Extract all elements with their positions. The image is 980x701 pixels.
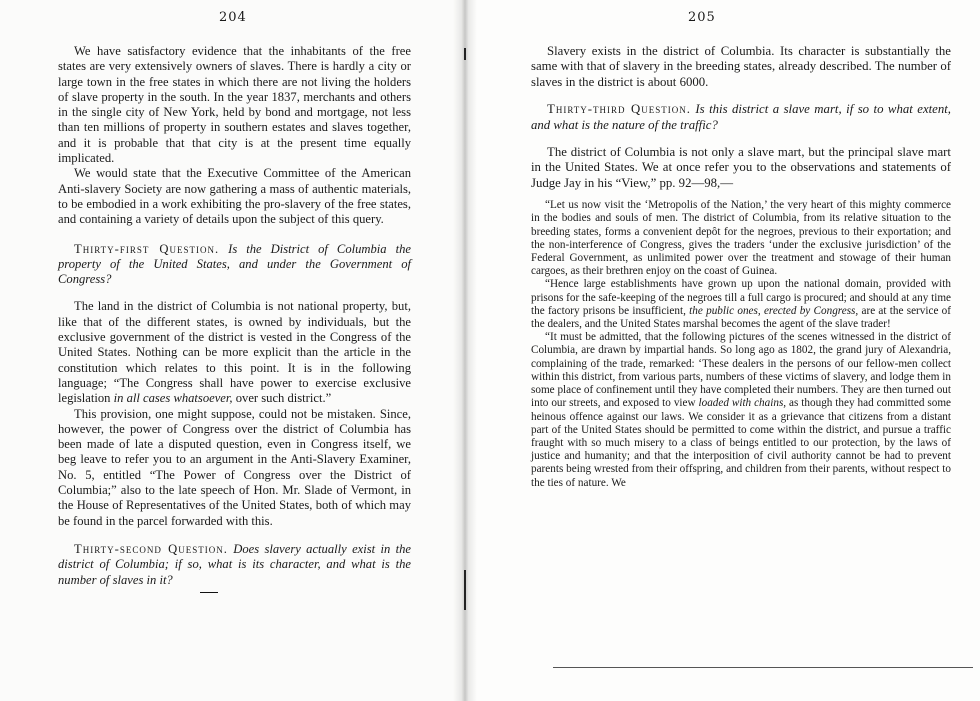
question-32 <box>58 542 411 588</box>
quote-paragraph: “It must be admitted, that the following pictures of the scenes witnessed in the district of Columbia, are drawn by impartial hands. So long ago as 1802, the grand jury of Alexandria, complaining of the trade, remarked: ‘These dealers in the persons of our fellow-men collect within this district, from various parts, numbers of these victims of slavery, and lodge them in some place of confinement until they have completed their numbers. They are then turned out into our streets, and exposed to view loaded with chains, as though they had committed some heinous offence against our laws. We consider it as a grievance that citizens from a distant part of the United States should be permitted to come within the district, and pursue a traffic fraught with so much misery to a class of beings entitled to our protection, by the laws of justice and humanity; and that the interposition of civil authority cannot be had to prevent parents being wrested from their offspring, and children from their parents, without respect to the ties of nature. We <box>531 331 951 489</box>
gutter-mark <box>464 570 466 610</box>
paragraph: The land in the district of Columbia is not national property, but, like that of the different states, is owned by individuals, but the exclusive government of the district is vested in the Congress of the United States. Nothing can be more explicit than the article in the constitution which relates to this point. It is in the following language; “The Congress shall have power to exercise exclusive legislation in all cases whatsoever, over such district.” <box>58 299 411 406</box>
paragraph: The district of Columbia is not only a slave mart, but the principal slave mart in the United States. We at once refer you to the observations and statements of Judge Jay in his “View,” pp. 92—98,— <box>531 145 951 190</box>
question-text: Does slavery actually exist in the district of Columbia; if so, what is its character, and what is the number of slaves in it? <box>58 541 411 587</box>
question-label: Thirty-second Question. <box>74 541 228 556</box>
question-33: Thirty-third Question. Is this district a slave mart, if so to what extent, and what is the nature of the traffic? <box>531 102 952 132</box>
paragraph: Slavery exists in the district of Columbia. Its character is substantially the same with that of slavery in the breeding states, already described. The number of slaves in the district is about 6000. <box>531 44 951 89</box>
page-bottom-rule <box>553 667 973 668</box>
question-label: Thirty-first Question. <box>74 241 220 256</box>
question-31 <box>58 242 411 288</box>
paragraph: We have satisfactory evidence that the inhabitants of the free states are very extensively owners of slaves. There is hardly a city or large town in the free states in which there are not living the holders of slave property in the south. In the year 1837, merchants and others in the single city of New York, held by bond and mortgage, not less than ten millions of property in southern estates and slaves together, and it is probable that that city is at the present time equally implicated. <box>58 44 411 166</box>
paragraph: We would state that the Executive Committee of the American Anti-slavery Society are now gathering a mass of authentic materials, to be embodied in a work exhibiting the pro-slavery of the free states, and containing a variety of details upon the subject of this query. <box>58 166 411 227</box>
page-number-left: 204 <box>219 10 247 25</box>
left-page <box>0 0 463 701</box>
question-text: Is the District of Columbia the property of the United States, and under the Government of Congress? <box>58 241 411 287</box>
quotation-block <box>531 199 951 489</box>
quote-paragraph: “Hence large establishments have grown up upon the national domain, provided with prisons for the safe-keeping of the negroes till a full cargo is procured; and should at any time the factory prisons be insufficient, the public ones, erected by Congress, are at the service of the dealers, and the United States marshal becomes the agent of the slave trader! <box>531 278 952 331</box>
page-number-right: 205 <box>688 10 716 25</box>
pen-mark <box>200 592 218 593</box>
gutter-mark <box>464 48 466 60</box>
quote-paragraph: “Let us now visit the ‘Metropolis of the Nation,’ the very heart of this mighty commerce in the bodies and souls of men. The district of Columbia, from its relative situation to the breeding states, forms a convenient depôt for the negroes, previous to their exportation; and the non-interference of Congress, gives the traders ‘under the exclusive jurisdiction’ of the Federal Government, as unlimited power over the treatment and stowage of their human cargoes, as their brethren enjoy on the coast of Guinea. <box>531 199 951 278</box>
right-page-text <box>531 44 951 490</box>
left-page-text <box>58 44 411 600</box>
right-page <box>463 0 980 701</box>
paragraph: This provision, one might suppose, could not be mistaken. Since, however, the power of Congress over the district of Columbia has been made of late a disputed question, even in Congress itself, we beg leave to refer you to an argument in the Anti-Slavery Examiner, No. 5, entitled “The Power of Congress over the District of Columbia;” also to the late speech of Hon. Mr. Slade of Vermont, in the House of Representatives of the United States, both of which may be found in the parcel forwarded with this. <box>58 406 411 528</box>
